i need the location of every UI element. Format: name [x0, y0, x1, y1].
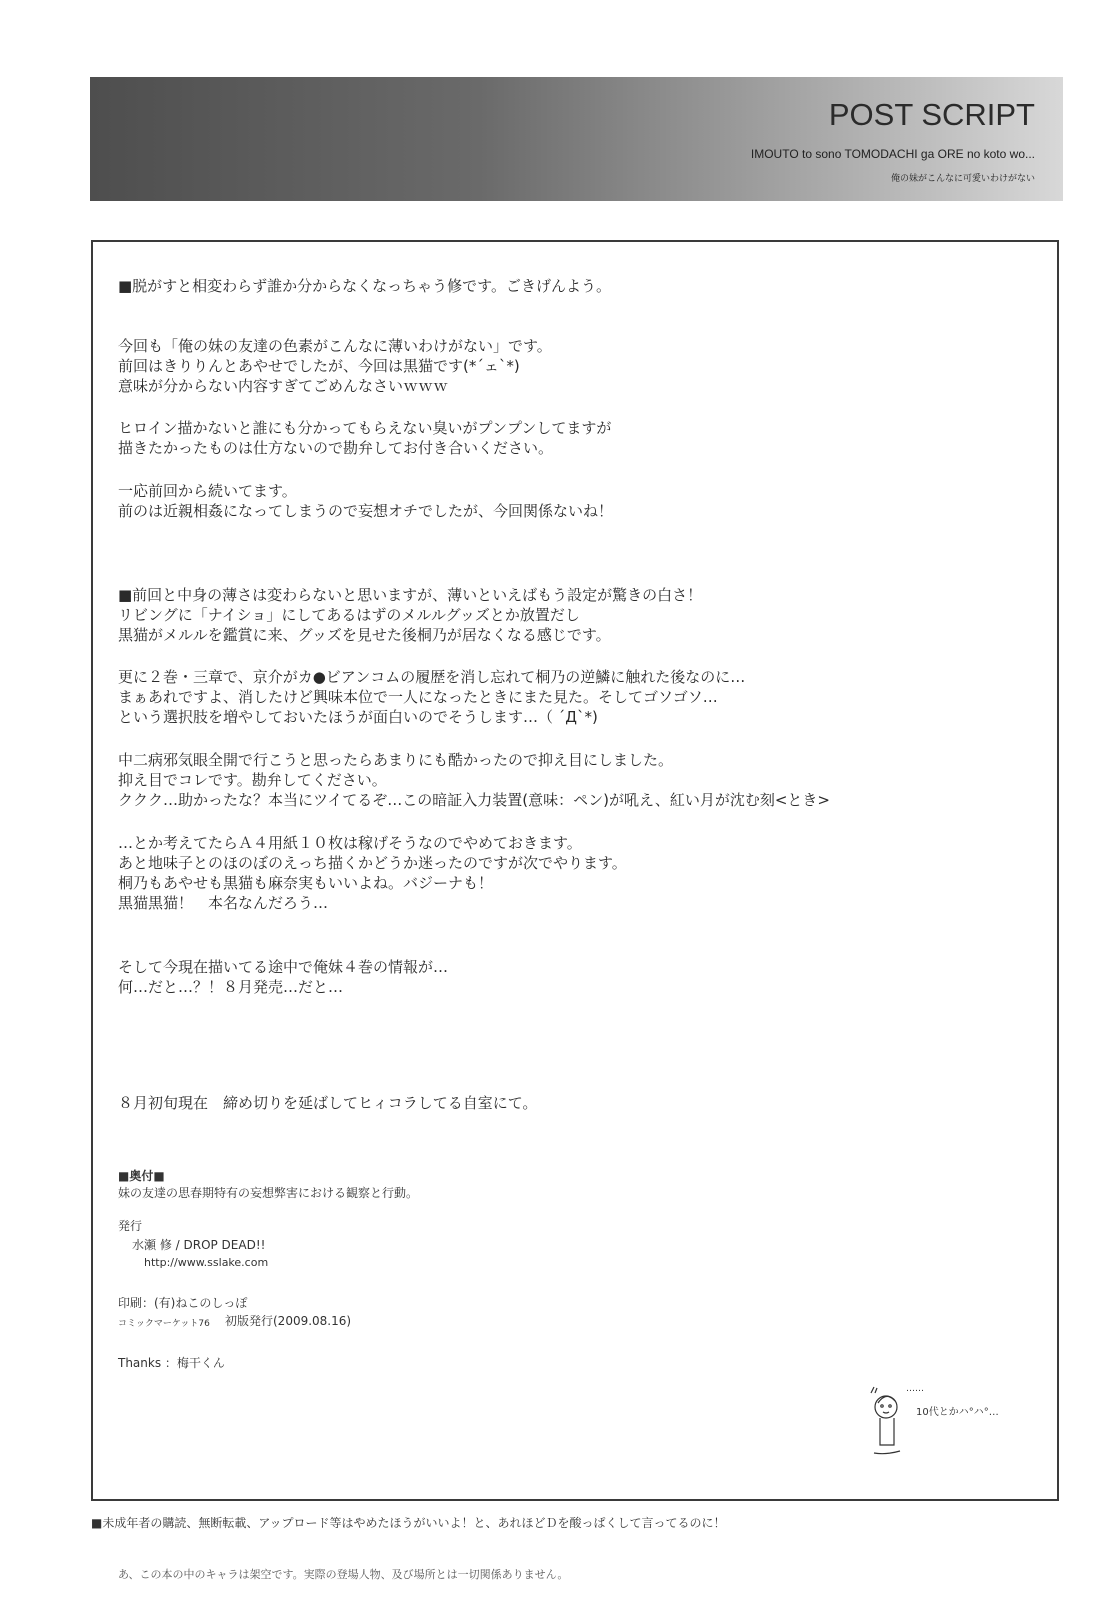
body-line: まぁあれですよ、消したけど興味本位で一人になったときにまた見た。そしてゴソゴソ… — [118, 688, 718, 706]
body-line: という選択肢を増やしておいたほうが面白いのでそうします…（ ´Д`*) — [118, 708, 598, 726]
colophon-book-title: 妹の友達の思春期特有の妄想弊害における観察と行動。 — [118, 1186, 419, 1200]
body-line: ■前回と中身の薄さは変わらないと思いますが、薄いといえばもう設定が驚きの白さ！ — [118, 586, 703, 604]
body-line: 黒猫黒猫！ 本名なんだろう… — [118, 894, 329, 912]
colophon-publisher: 水瀬 修 / DROP DEAD!! — [132, 1238, 266, 1252]
colophon-publisher-label: 発行 — [118, 1219, 143, 1233]
body-line: ■脱がすと相変わらず誰か分からなくなっちゃう修です。ごきげんよう。 — [118, 277, 611, 295]
page-title: POST SCRIPT — [828, 97, 1035, 132]
body-line: 描きたかったものは仕方ないので勘弁してお付き合いください。 — [118, 439, 554, 457]
body-line: そして今現在描いてる途中で俺妹４巻の情報が… — [118, 958, 449, 976]
footer-disclaimer: あ、この本の中のキャラは架空です。実際の登場人物、及び場所とは一切関係ありません。 — [118, 1568, 569, 1581]
body-line: 一応前回から続いてます。 — [118, 482, 297, 500]
colophon-printer: 印刷：(有)ねこのしっぽ — [118, 1296, 248, 1310]
body-line: 中二病邪気眼全開で行こうと思ったらあまりにも酷かったので抑え目にしました。 — [118, 751, 674, 769]
body-line: 今回も「俺の妹の友達の色素がこんなに薄いわけがない」です。 — [118, 337, 552, 355]
page-subtitle: IMOUTO to sono TOMODACHI ga ORE no koto wo... — [750, 147, 1035, 161]
body-line: …とか考えてたらＡ４用紙１０枚は稼げそうなのでやめておきます。 — [118, 834, 582, 852]
footer-warning: ■未成年者の購読、無断転載、アップロード等はやめたほうがいいよ！と、あれほどＤを酸っぱくして言ってるのに！ — [91, 1516, 726, 1530]
doodle-caption: 10代とかハ°ハ°… — [916, 1407, 999, 1418]
colophon-event: コミックマーケット76 — [118, 1319, 210, 1329]
colophon-url[interactable]: http://www.sslake.com — [144, 1256, 269, 1269]
body-line: ククク…助かったな？本当にツイてるぞ…この暗証入力装置(意味：ペン)が吼え、紅い月が沈む刻<とき> — [118, 791, 830, 809]
stick-figure-icon — [870, 1381, 1010, 1471]
doodle-dots: …… — [906, 1384, 924, 1394]
doodle-illustration — [870, 1381, 1010, 1471]
colophon-edition: 初版発行(2009.08.16) — [225, 1314, 352, 1328]
page-subtitle-japanese: 俺の妹がこんなに可愛いわけがない — [890, 174, 1035, 184]
body-line: 桐乃もあやせも黒猫も麻奈実もいいよね。バジーナも！ — [118, 874, 494, 892]
body-line: 黒猫がメルルを鑑賞に来、グッズを見せた後桐乃が居なくなる感じです。 — [118, 626, 611, 644]
body-line: 前のは近親相姦になってしまうので妄想オチでしたが、今回関係ないね！ — [118, 502, 614, 520]
body-line: ８月初旬現在 締め切りを延ばしてヒィコラしてる自室にて。 — [118, 1094, 538, 1112]
body-line: 意味が分からない内容すぎてごめんなさいｗｗｗ — [118, 377, 449, 395]
body-line: 更に２巻・三章で、京介がカ●ビアンコムの履歴を消し忘れて桐乃の逆鱗に触れた後なのに… — [118, 668, 746, 686]
body-line: ヒロイン描かないと誰にも分かってもらえない臭いがプンプンしてますが — [118, 419, 612, 437]
body-line: あと地味子とのほのぼのえっち描くかどうか迷ったのですが次でやります。 — [118, 854, 627, 872]
body-line: 何…だと…？！８月発売…だと… — [118, 978, 344, 996]
body-line: リビングに「ナイショ」にしてあるはずのメルルグッズとか放置だし — [118, 606, 580, 624]
colophon-thanks: Thanks ：梅干くん — [118, 1356, 225, 1370]
body-line: 前回はきりりんとあやせでしたが、今回は黒猫です(*´ェ`*) — [118, 357, 520, 375]
body-line: 抑え目でコレです。勘弁してください。 — [118, 771, 387, 789]
colophon-heading: ■奥付■ — [118, 1169, 165, 1183]
header-banner — [90, 77, 1063, 201]
